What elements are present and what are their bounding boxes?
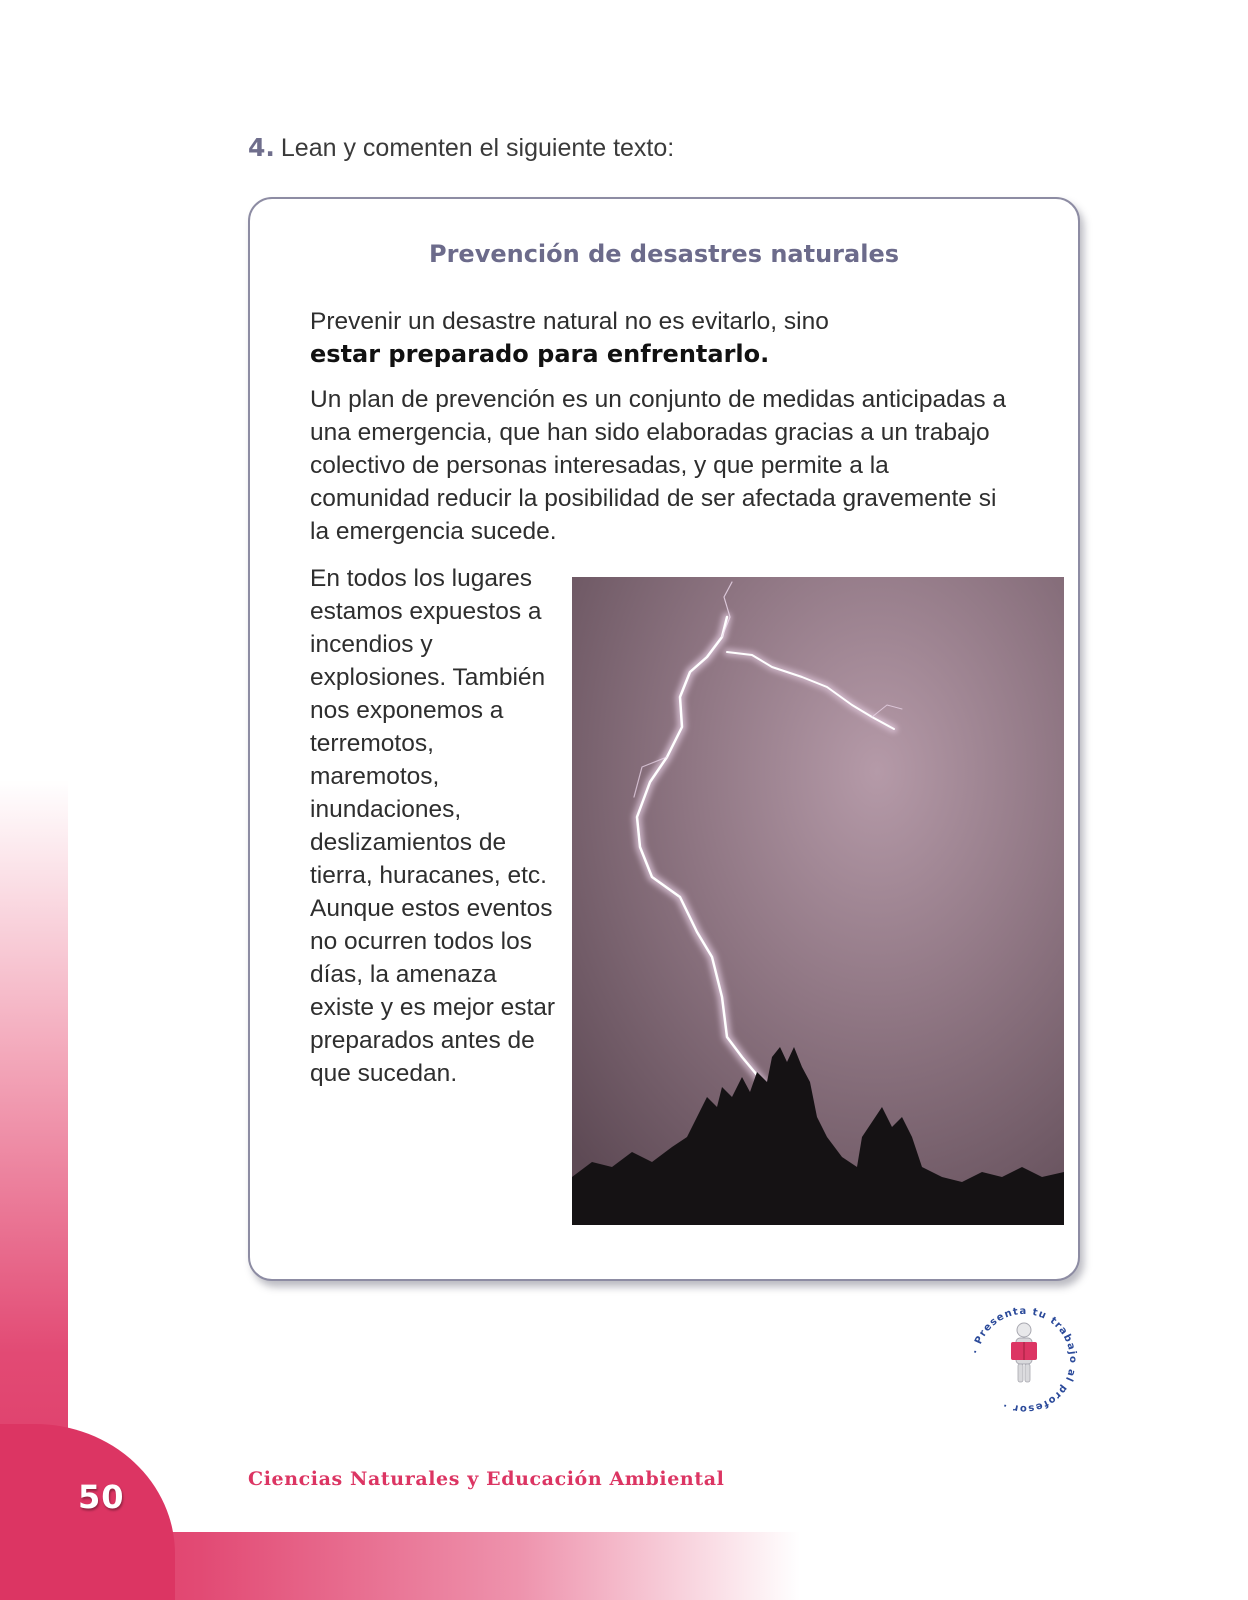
card-title: Prevención de desastres naturales — [428, 240, 899, 268]
footer-subject: Ciencias Naturales y Educación Ambiental — [248, 1468, 725, 1490]
paragraph-definition-text: Prevenir un desastre natural no es evitarlo, sino — [310, 308, 829, 335]
paragraph-definition-bold: estar preparado para enfrentarlo. — [310, 340, 770, 368]
student-reading-icon — [1011, 1323, 1037, 1382]
lightning-photo — [572, 577, 1064, 1225]
page-number: 50 — [78, 1478, 125, 1516]
badge-text: · Presenta tu trabajo al profesor · — [970, 1305, 1079, 1415]
lightning-image — [572, 577, 1064, 1225]
instruction-text: Lean y comenten el siguiente texto: — [280, 134, 675, 162]
instruction — [248, 133, 674, 163]
present-work-badge — [966, 1302, 1082, 1418]
instruction-number: 4. — [248, 133, 275, 162]
paragraph-exposure: En todos los lugares estamos expuestos a incendios y explosiones. También nos exponemos a terremotos, maremotos, inundaciones, deslizamientos de tierra, huracanes, etc. Aunque estos eventos no ocurren todos los días, la amenaza existe y es mejor estar preparados antes de que sucedan. — [310, 565, 556, 1087]
reading-card — [248, 197, 1080, 1281]
paragraph-definition — [310, 305, 890, 371]
paragraph-plan: Un plan de prevención es un conjunto de medidas anticipadas a una emergencia, que han sido elaboradas gracias a un trabajo colectivo de personas interesadas, y que permite a la comunidad reducir la posibilidad de ser afectada gravemente si la emergencia sucede. — [310, 386, 1007, 545]
